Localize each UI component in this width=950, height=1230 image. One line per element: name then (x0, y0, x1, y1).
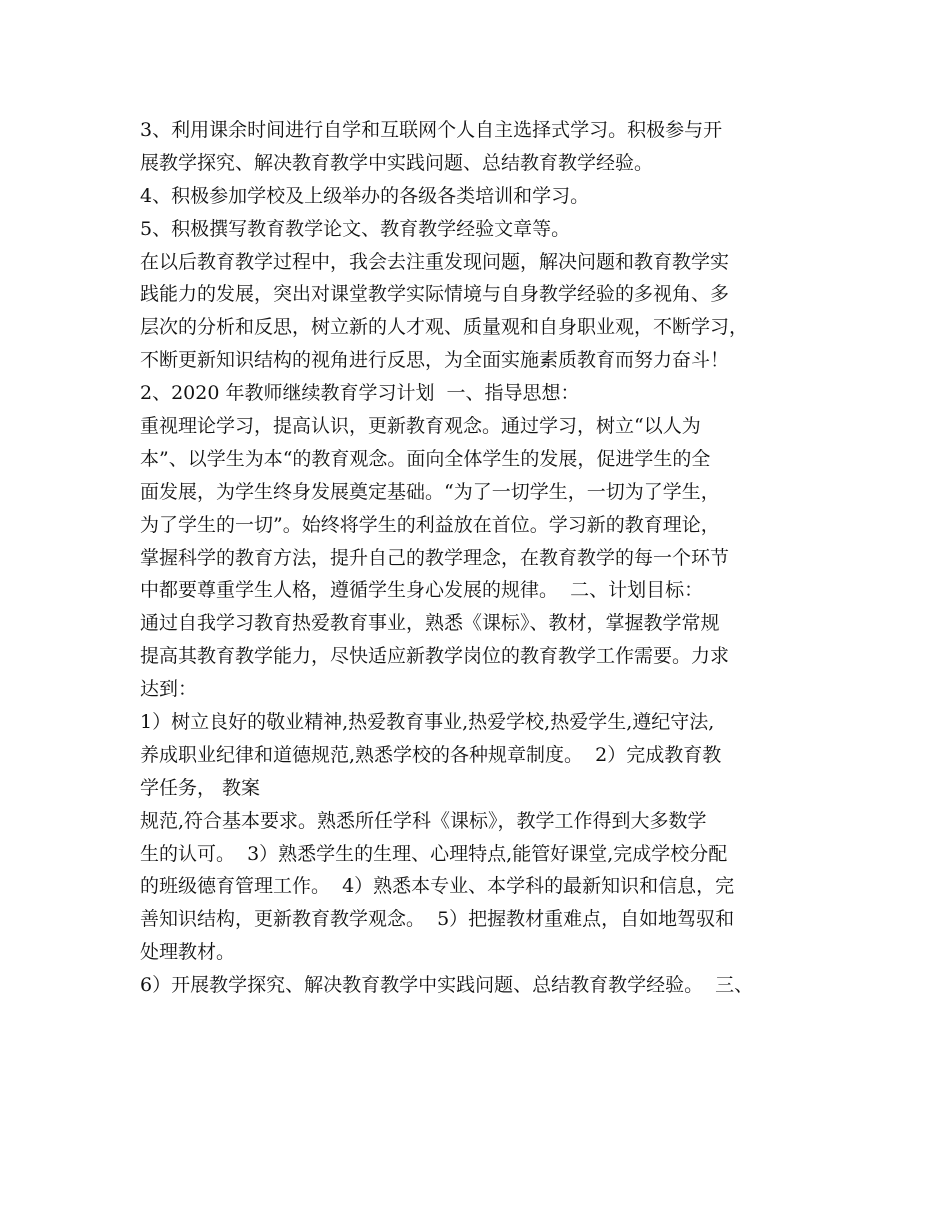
text-line: 4、积极参加学校及上级举办的各级各类培训和学习。 (140, 184, 590, 207)
text-line: 本”、以学生为本“的教育观念。面向全体学生的发展，促进学生的全 (140, 447, 711, 470)
text-line: 的班级德育管理工作。 4）熟悉本专业、本学科的最新知识和信息，完 (140, 875, 735, 898)
text-line: 在以后教育教学过程中，我会去注重发现问题，解决问题和教育教学实 (140, 250, 730, 273)
text-line: 掌握科学的教育方法，提升自己的教学理念，在教育教学的每一个环节 (140, 546, 730, 569)
text-line: 重视理论学习，提高认识，更新教育观念。通过学习，树立“以人为 (140, 415, 701, 438)
text-line: 展教学探究、解决教育教学中实践问题、总结教育教学经验。 (140, 151, 654, 174)
text-line: 通过自我学习教育热爱教育事业，熟悉《课标》、教材，掌握教学常规 (140, 612, 720, 635)
section-heading-line: 2、2020 年教师继续教育学习计划 一、指导思想： (140, 382, 580, 405)
document-body (140, 114, 830, 1002)
text-line: 达到： (140, 678, 198, 701)
text-line: 面发展，为学生终身发展奠定基础。“为了一切学生，一切为了学生， (140, 480, 720, 503)
text-line: 6）开展教学探究、解决教育教学中实践问题、总结教育教学经验。 三、 (140, 974, 754, 997)
text-line: 践能力的发展，突出对课堂教学实际情境与自身教学经验的多视角、多 (140, 283, 730, 306)
text-line: 处理教材。 (140, 941, 236, 964)
text-line: 中都要尊重学生人格，遵循学生身心发展的规律。 二、计划目标： (140, 579, 704, 602)
text-line: 规范,符合基本要求。熟悉所任学科《课标》，教学工作得到大多数学 (140, 809, 707, 832)
text-line: 为了学生的一切”。始终将学生的利益放在首位。学习新的教育理论， (140, 513, 720, 536)
text-line: 善知识结构，更新教育教学观念。 5）把握教材重难点，自如地驾驭和 (140, 908, 735, 931)
text-line: 1）树立良好的敬业精神,热爱教育事业,热爱学校,热爱学生,遵纪守法, (140, 711, 715, 734)
text-line: 学任务， 教案 (140, 776, 261, 799)
text-line: 提高其教育教学能力，尽快适应新教学岗位的教育教学工作需要。力求 (140, 645, 730, 668)
text-line: 3、利用课余时间进行自学和互联网个人自主选择式学习。积极参与开 (140, 119, 723, 141)
text-line: 不断更新知识结构的视角进行反思，为全面实施素质教育而努力奋斗！ (140, 349, 730, 372)
text-line: 生的认可。 3）熟悉学生的生理、心理特点,能管好课堂,完成学校分配 (140, 842, 728, 865)
text-line: 养成职业纪律和道德规范,熟悉学校的各种规章制度。 2）完成教育教 (140, 743, 722, 766)
text-line: 层次的分析和反思，树立新的人才观、质量观和自身职业观，不断学习， (140, 316, 749, 339)
text-line: 5、积极撰写教育教学论文、教育教学经验文章等。 (140, 217, 571, 240)
